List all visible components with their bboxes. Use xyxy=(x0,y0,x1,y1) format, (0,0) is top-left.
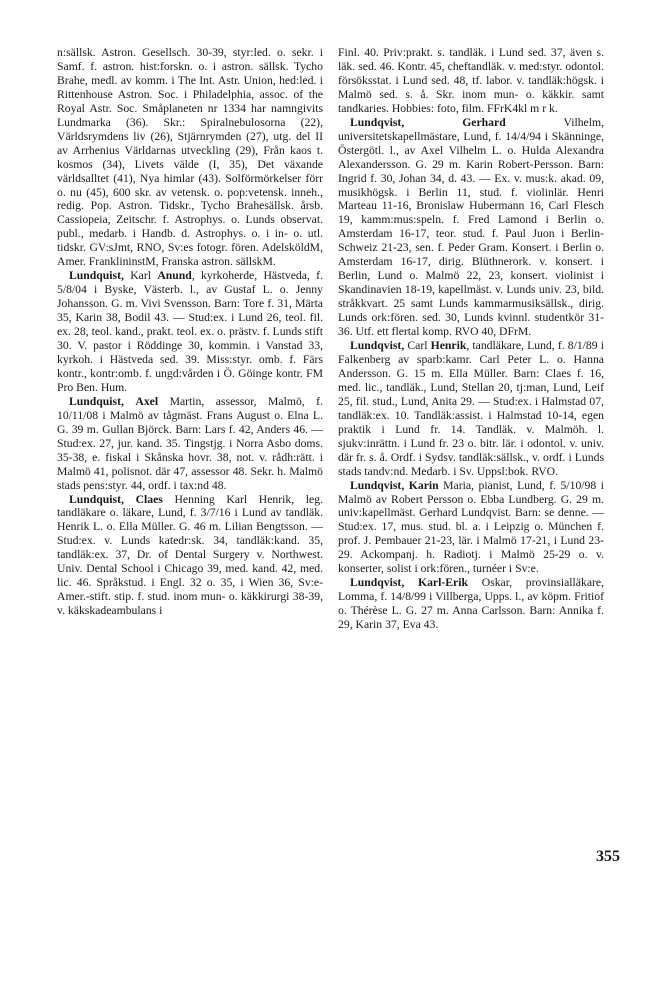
entry-surname: Lundqvist, xyxy=(350,478,405,492)
entry-text: Finl. 40. Priv:prakt. s. tandläk. i Lund sed. 37, även s. läk. sed. 46. Kontr. 45, cheftandläk. v. med:styr. odontol. försöksstat. i Lund sed. 48, tf. labor. v. tandläk:högsk. i Malmö sed. s. å. Skr. inom mun- o. käkkir. samt tandkaries. Hobbies: foto, film. FFrK4kl m r k. xyxy=(338,46,604,115)
entry-given-name xyxy=(404,116,462,129)
entry-text: Martin, assessor, Malmö, f. 10/11/08 i Malmö av tågmäst. Frans August o. Elna L. G. 39 m. Gullan Björck. Barn: Lars f. 42, Anders 46. — Stud:ex. 27, jur. kand. 35. Tingstjg. i Norra Asbo doms. 35-38, e. fiskal i Skånska hovr. 38, not. v. rådh:rätt. i Malmö 41, polisnot. där 47, assessor 48. Sekr. h. Malmö stads pens:styr. 44, ordf. i tax:nd 48. xyxy=(57,394,323,492)
biography-entry xyxy=(338,576,604,632)
entry-surname: Lundqvist, xyxy=(350,576,405,590)
entry-surname: Lundquist, xyxy=(69,394,124,408)
entry-given-name xyxy=(404,576,418,589)
biography-entry xyxy=(57,493,323,619)
biography-entry xyxy=(338,116,604,339)
entry-text: Vilhelm, universitetskapellmästare, Lund, f. 14/4/94 i Skänninge, Östergötl. l., av Axel Vilhelm L. o. Hulda Alexandra Alexandersson. G. 29 m. Karin Robert-Persson. Barn: Ingrid f. 30, Johan 34, d. 43. — Ex. v. mus:k. akad. 09, musikhögsk. i Berlin 11, stud. f. violinlär. Henri Marteau 11-16, Bronislaw Hubermann 16, Carl Flesch 19, kamm:mus:speln. f. Fred Lamond i Berlin o. Amsterdam 16-17, teor. stud. f. Paul Juon i Berlin-Schweiz 21-23, sen. f. Peder Gram. Konsert. i Berlin o. Amsterdam 16-17, dirig. Blüthnerork. v. konsert. i Berlin, Lund o. Malmö 22, 23, konsert. violinist i Skandinavien 18-19, kapellmäst. v. Lunds univ. 23, bild. stråkkvart. 25 samt Lunds kammarmusiksällsk., dirig. Lunds ork:fören. sed. 30, Lunds kvinnl. studentkör 31-36. Utf. ett flertal komp. RVO 40, DFrM. xyxy=(338,115,604,339)
page-number: 355 xyxy=(596,848,620,865)
entry-text: Henning Karl Henrik, leg. tandläkare o. läkare, Lund, f. 3/7/16 i Lund av tandläk. Henrik L. o. Ella Müller. G. 46 m. Lilian Bengtsson. — Stud:ex. v. Lunds katedr:sk. 34, tandläk:kand. 35, tandläk:ex. 37, Dr. of Dental Surgery v. Northwest. Univ. Dental School i Chicago 39, med. kand. 42, med. lic. 46. Språkstud. i Engl. 32 o. 35, i Wien 36, Sv:e-Amer.-stift. stip. f. stud. inom mun- o. käkkirurgi 38-39, v. käkskadeambulans i xyxy=(57,492,324,618)
entry-continuation xyxy=(338,46,604,116)
right-column xyxy=(338,46,604,632)
entry-surname: Lundqvist, xyxy=(350,115,405,129)
entry-text: , kyrkoherde, Hästveda, f. 5/8/04 i Byske, Västerb. l., av Gustaf L. o. Jenny Johansson. G. m. Vivi Svensson. Barn: Tore f. 31, Märta 35, Karin 38, Bodil 43. — Stud:ex. i Lund 26, teol. fil. ex. 28, teol. kand., prakt. teol. ex. o. prästv. f. Lunds stift 30. V. pastor i Röddinge 30, kommin. i Vanstad 33, kyrkoh. i Hästveda sed. 39. Miss:styr. omb. f. Färs kontr., kontr:omb. f. ungd:vården i Ö. Göinge kontr. FM Pro Ben. Hum. xyxy=(57,269,323,394)
entry-given-name xyxy=(124,493,136,506)
entry-text: Oskar, provinsialläkare, Lomma, f. 14/8/99 i Villberga, Upps. l., av köpm. Fritiof o. Thérèse L. G. 27 m. Anna Carlsson. Barn: Annika f. 29, Karin 37, Eva 43. xyxy=(338,576,605,632)
entry-surname: Lundqvist, xyxy=(350,339,405,353)
biography-entry xyxy=(57,269,323,395)
left-column xyxy=(57,46,323,618)
entry-calling-name: Claes xyxy=(135,492,163,506)
biography-entry xyxy=(338,479,604,577)
entry-continuation xyxy=(57,46,323,269)
entry-calling-name: Karl-Erik xyxy=(417,576,468,590)
entry-calling-name: Anund xyxy=(157,269,192,283)
entry-calling-name: Axel xyxy=(135,394,159,408)
entry-text: n:sällsk. Astron. Gesellsch. 30-39, styr:led. o. sekr. i Samf. f. astron. hist:forskn. o. i astron. sällsk. Tycho Brahe, medl. av komm. i The Int. Astr. Union, hed:led. i Rittenhouse Astron. Soc. i Philadelphia, assoc. of the Royal Astr. Soc. Småplaneten nr 1334 har namngivits Lundmarka (36). Skr.: Spiralnebulosorna (22), Världsrymdens liv (26), Stjärnrymden (27), utg. del II av Arrhenius Världarnas utveckling (29), Från kaos t. kosmos (34), Livets välde (I, 35), Det växande världsalltet (41), Nya himlar (43). Solförmörkelser förr o. nu (45), 600 skr. av vetensk. o. pop:vetensk. inneh., redig. Pop. Astron. Tidskr., Tycho Brahesällsk. årsb. Cassiopeia, Zeitschr. f. Astrophys. o. Lunds observat. publ., medarb. i Handb. d. Astrophys. o. i in- o. utl. tidskr. GV:sJmt, RNO, Sv:es fotogr. fören. AdelsköldM, Amer. FranklininstM, Franska astron. sällskM. xyxy=(57,46,323,269)
entry-surname: Lundquist, xyxy=(69,492,124,506)
biography-entry xyxy=(57,395,323,493)
entry-calling-name: Karin xyxy=(408,478,439,492)
entry-given-name xyxy=(124,395,135,408)
entry-calling-name: Henrik xyxy=(430,339,467,353)
entry-text: , tandläkare, Lund, f. 8/1/89 i Falkenberg av sparb:kamr. Carl Peter L. o. Hanna Andersson. G. 15 m. Ella Müller. Barn: Claes f. 16, med. lic., tandläk., Lund, Stellan 20, tj:man, Lund, Leif 25, fil. stud., Lund, Anita 29. — Stud:ex. i Halmstad 07, tandläk:ex. 10. Tandläk:assist. i Halmstad 10-14, egen praktik i Lund fr. 14. Tandläk. v. Malmöh. l. sjukv:inrättn. i Lund fr. 23 o. bitr. lär. i odontol. v. univ. där fr. s. å. Ordf. i Sydsv. tandläk:sällsk., v. ordf. i Lunds stads tandv:nd. Medarb. i Sv. Uppsl:bok. RVO. xyxy=(338,339,604,478)
entry-given-name: Carl xyxy=(404,339,431,353)
entry-calling-name: Gerhard xyxy=(462,115,506,129)
entry-text: Maria, pianist, Lund, f. 5/10/98 i Malmö av Robert Persson o. Ebba Lundberg. G. 29 m. univ:kapellmäst. Gerhard Lundqvist. Barn: se denne. — Stud:ex. 17, mus. stud. bl. a. i Leipzig o. München f. prof. J. Pembauer 21-23, lär. i Malmö 17-21, i Lund 23-29. Ackompanj. h. Radiotj. i Malmö 25-29 o. v. konserter, solist i ork:fören., turnéer i Sv:e. xyxy=(338,478,605,576)
biography-entry xyxy=(338,339,604,479)
entry-given-name: Karl xyxy=(123,269,158,283)
entry-surname: Lundquist, xyxy=(69,269,124,283)
